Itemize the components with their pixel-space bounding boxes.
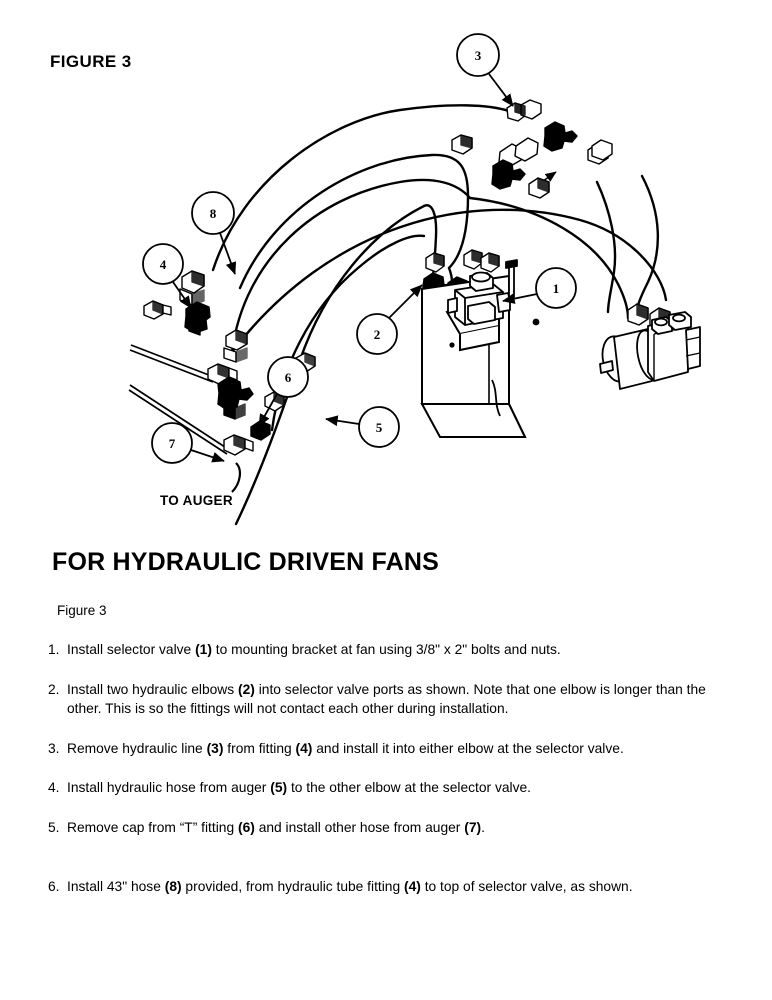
fitting-line3-end — [507, 100, 541, 121]
callout-6-number: 6 — [284, 370, 292, 385]
instruction-steps-list — [48, 640, 738, 913]
hydraulic-motor — [599, 312, 700, 389]
fitting-motor-port-a — [628, 304, 648, 325]
instruction-step — [48, 778, 738, 798]
fitting-arc-left-top — [464, 250, 482, 269]
callout-2-number: 2 — [373, 327, 381, 342]
callout-2[interactable] — [357, 285, 422, 354]
fitting-right-lower — [529, 178, 549, 198]
fittings-group — [144, 100, 670, 455]
callout-5-number: 5 — [375, 420, 383, 435]
instruction-step — [48, 680, 738, 719]
fitting-valve-top-a — [426, 253, 444, 272]
tube-line-upper-b — [130, 350, 213, 382]
step-number: 2. — [48, 681, 60, 697]
instruction-step — [48, 640, 738, 660]
instruction-step — [48, 739, 738, 759]
step-number: 5. — [48, 819, 60, 835]
fitting-hose3-mid — [452, 135, 472, 154]
callout-8-number: 8 — [209, 206, 217, 221]
t-fitting-left — [492, 160, 525, 189]
step-text: Remove cap from “T” fitting (6) and install other hose from auger (7). — [67, 819, 485, 835]
callout-2-leader — [389, 285, 422, 318]
callout-3[interactable] — [457, 34, 513, 106]
hose-5-from-auger-path — [236, 205, 436, 524]
hose-7-from-auger-path — [272, 236, 424, 430]
fitting-loose-left — [144, 301, 171, 319]
step-text: Install 43" hose (8) provided, from hydraulic tube fitting (4) to top of selector valve, as shown. — [67, 879, 633, 895]
fitting-hose8-end — [180, 271, 204, 305]
t-fitting-upper — [544, 122, 577, 151]
hydraulic-tube-fitting-4 — [185, 302, 210, 335]
t-fitting-6 — [218, 377, 253, 419]
step-number: 3. — [48, 740, 60, 756]
to-auger-label: TO AUGER — [160, 493, 233, 508]
bolt-dot-detail — [533, 319, 540, 326]
callout-group — [143, 34, 576, 463]
step-text: Install two hydraulic elbows (2) into selector valve ports as shown. Note that one elbow is longer than the other. This is so the fittings will not contact each other during installation. — [67, 681, 706, 717]
callout-3-leader — [489, 74, 513, 106]
callout-7-leader — [191, 450, 224, 461]
step-text: Install selector valve (1) to mounting bracket at fan using 3/8" x 2" bolts and nuts. — [67, 642, 561, 657]
callout-7-number: 7 — [168, 436, 176, 451]
callout-4-number: 4 — [159, 257, 167, 272]
figure-caption: Figure 3 — [57, 603, 107, 618]
fitting-valve-top-b — [481, 253, 499, 272]
section-headline: FOR HYDRAULIC DRIVEN FANS — [52, 548, 439, 576]
fitting-upper-right-loose — [592, 140, 612, 160]
callout-8-leader — [220, 233, 235, 274]
motor-hose-a-path — [636, 176, 658, 318]
step-number: 1. — [48, 642, 60, 657]
tube-nut-lower — [224, 435, 253, 455]
step-text: Remove hydraulic line (3) from fitting (4) and install it into either elbow at the selector valve. — [67, 740, 624, 756]
callout-5-leader — [326, 419, 359, 424]
step-text: Install hydraulic hose from auger (5) to the other elbow at the selector valve. — [67, 780, 531, 796]
motor-hose-b-path — [597, 182, 615, 312]
callout-3-number: 3 — [474, 48, 482, 63]
fitting-mid-hose8 — [224, 330, 247, 362]
callout-1-number: 1 — [552, 281, 560, 296]
step-number: 6. — [48, 879, 60, 895]
tube-tail-curve — [232, 463, 240, 492]
callout-6[interactable] — [259, 357, 308, 426]
instruction-step — [48, 877, 738, 897]
callout-5[interactable] — [326, 407, 399, 447]
figure-label: FIGURE 3 — [50, 52, 132, 71]
instruction-step — [48, 818, 738, 838]
step-number: 4. — [48, 780, 60, 796]
tube-line-upper-a — [131, 345, 214, 377]
